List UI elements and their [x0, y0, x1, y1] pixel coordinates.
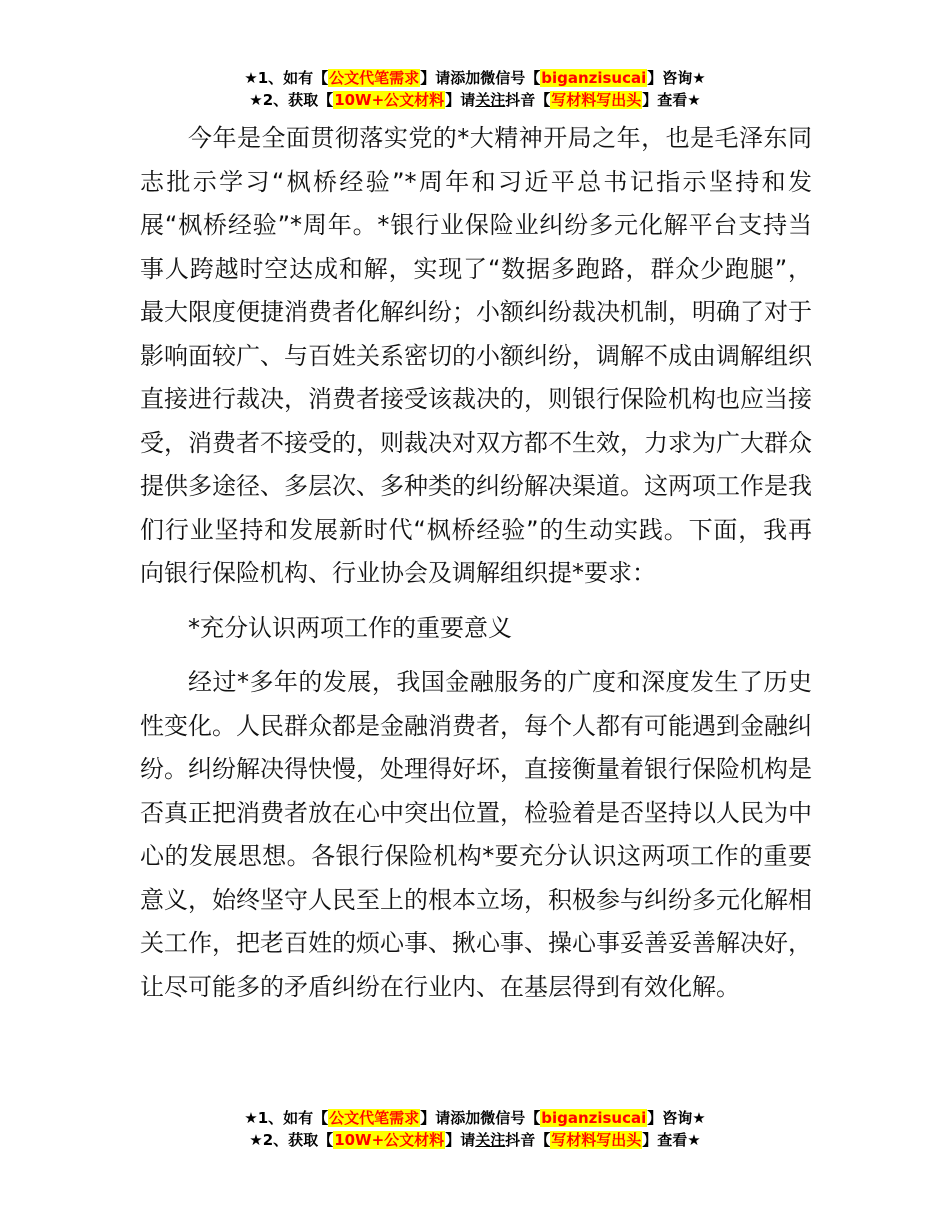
footer-banner	[0, 1107, 950, 1151]
banner-text: ★1、如有【	[244, 69, 329, 87]
banner-line-1	[0, 67, 950, 89]
body-paragraph: 今年是全面贯彻落实党的*大精神开局之年，也是毛泽东同志批示学习“枫桥经验”*周年和习近平总书记指示坚持和发展“枫桥经验”*周年。*银行业保险业纠纷多元化解平台支持当事人跨越时空达成和解，实现了“数据多跑路，群众少跑腿”，最大限度便捷消费者化解纠纷；小额纠纷裁决机制，明确了对于影响面较广、与百姓关系密切的小额纠纷，调解不成由调解组织直接进行裁决，消费者接受该裁决的，则银行保险机构也应当接受，消费者不接受的，则裁决对双方都不生效，力求为广大群众提供多途径、多层次、多种类的纠纷解决渠道。这两项工作是我们行业坚持和发展新时代“枫桥经验”的生动实践。下面，我再向银行保险机构、行业协会及调解组织提*要求：	[140, 124, 812, 587]
banner-text: 】请添加微信号【	[420, 1109, 541, 1127]
banner-line-2	[0, 89, 950, 111]
banner-highlight: 公文代笔需求	[329, 1109, 420, 1127]
banner-text: 】请	[445, 91, 476, 109]
banner-text: 抖音【	[505, 91, 551, 109]
banner-text: 】咨询★	[647, 1109, 706, 1127]
banner-text: ★2、获取【	[249, 91, 334, 109]
document-body	[140, 117, 812, 1009]
banner-underlined: 关注	[475, 1131, 506, 1149]
wechat-id: biganzisucai	[541, 1109, 647, 1127]
banner-text: ★1、如有【	[244, 1109, 329, 1127]
banner-highlight: 公文代笔需求	[329, 69, 420, 87]
banner-text: 】咨询★	[647, 69, 706, 87]
section-heading: *充分认识两项工作的重要意义	[188, 613, 512, 642]
body-paragraph: 经过*多年的发展，我国金融服务的广度和深度发生了历史性变化。人民群众都是金融消费者，每个人都有可能遇到金融纠纷。纠纷解决得快慢，处理得好坏，直接衡量着银行保险机构是否真正把消费者放在心中突出位置，检验着是否坚持以人民为中心的发展思想。各银行保险机构*要充分认识这两项工作的重要意义，始终坚守人民至上的根本立场，积极参与纠纷多元化解相关工作，把老百姓的烦心事、揪心事、操心事妥善妥善解决好，让尽可能多的矛盾纠纷在行业内、在基层得到有效化解。	[140, 668, 812, 1001]
banner-text: ★2、获取【	[249, 1131, 334, 1149]
douyin-account: 写材料写出头	[551, 91, 642, 109]
banner-text: 】查看★	[642, 1131, 701, 1149]
douyin-account: 写材料写出头	[551, 1131, 642, 1149]
wechat-id: biganzisucai	[541, 69, 647, 87]
banner-text: 】查看★	[642, 91, 701, 109]
banner-highlight: 10W+公文材料	[334, 91, 445, 109]
banner-text: 抖音【	[505, 1131, 551, 1149]
header-banner	[0, 67, 950, 111]
banner-text: 】请	[445, 1131, 476, 1149]
banner-highlight: 10W+公文材料	[334, 1131, 445, 1149]
banner-line-2	[0, 1129, 950, 1151]
banner-line-1	[0, 1107, 950, 1129]
banner-underlined: 关注	[475, 91, 506, 109]
banner-text: 】请添加微信号【	[420, 69, 541, 87]
